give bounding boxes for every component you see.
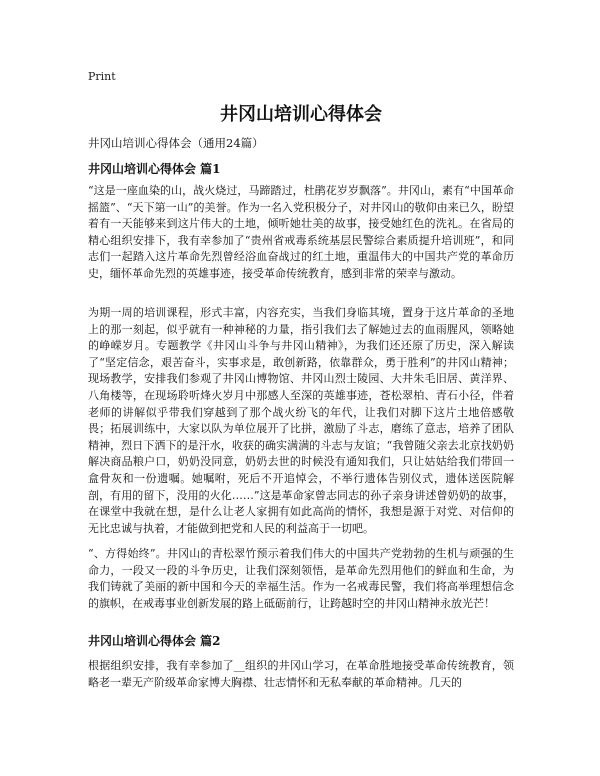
section-1-paragraph-1: “这是一座血染的山，战火烧过，马蹄踏过，杜鹃花岁岁飘落”。井冈山，素有“中国革命摇篮”、“天下第一山”的美誉。作为一名入党积极分子，对井冈山的敬仰由来已久，盼望着有一天能够来到这片伟大的土地，倾听她壮美的故事，接受她红色的洗礼。在省局的精心组织安排下，我有幸参加了“贵州省戒毒系统基层民警综合素质提升培训班”，和同志们一起踏入这片革命先烈曾经浴血奋战过的红土地，重温伟大的中国共产党的革命历史，缅怀革命先烈的英雄事迹，接受革命传统教育，感到非常的荣幸与激动。 [88,184,514,280]
section-2-paragraph-1: 根据组织安排，我有幸参加了__组织的井冈山学习，在革命胜地接受革命传统教育，领略老一辈无产阶级革命家博大胸襟、壮志情怀和无私奉献的革命精神。几天的 [88,659,514,689]
section-1-paragraph-2: 为期一周的培训课程，形式丰富，内容充实，当我们身临其境，置身于这片革命的圣地上的那一刻起，似乎就有一种神秘的力量，指引我们去了解她过去的血雨腥风，领略她的峥嵘岁月。专题教学《井冈山斗争与井冈山精神》，为我们还还原了历史，深入解读了“坚定信念，艰苦奋斗，实事求是，敢创新路，依靠群众，勇于胜利”的井冈山精神；现场教学，安排我们参观了井冈山博物馆、井冈山烈士陵园、大井朱毛旧居、黄洋界、八角楼等，在现场聆听烽火岁月中那感人至深的英雄事迹，苍松翠柏、青石小径，伴着老师的讲解似乎带我们穿越到了那个战火纷飞的年代，让我们对脚下这片土地倍感敬畏；拓展训练中，大家以队为单位展开了比拼，激励了斗志，磨练了意志，培养了团队精神，烈日下洒下的是汗水，收获的确实满满的斗志与友谊；“我曾随父亲去北京找奶奶解决商品粮户口，奶奶没同意，奶奶去世的时候没有通知我们，只让姑姑给我们带回一盒骨灰和一份遗嘱。她嘱咐，死后不开追悼会，不举行遗体告别仪式，遗体送医院解剖，有用的留下，没用的火化……”这是革命家曾志同志的孙子亲身讲述曾奶奶的故事，在课堂中我就在想，是什么让老人家拥有如此高尚的情怀，我想是源于对党、对信仰的无比忠诚与执着，才能做到把党和人民的利益高于一切吧。 [88,306,514,535]
document-subtitle: 井冈山培训心得体会（通用24篇） [88,136,264,150]
document-title: 井冈山培训心得体会 [220,104,382,125]
section-heading-2: 井冈山培训心得体会 篇2 [88,634,221,648]
section-1-paragraph-3: “、方得始终”。井冈山的青松翠竹预示着我们伟大的中国共产党勃勃的生机与顽强的生命力，一段又一段的斗争历史，让我们深刻领悟，是革命先烈用他们的鲜血和生命，为我们铸就了美丽的新中国和今天的幸福生活。作为一名戒毒民警，我们将高举理想信念的旗帜，在戒毒事业创新发展的路上砥砺前行，让跨越时空的井冈山精神永放光芒！ [88,547,514,610]
section-heading-1: 井冈山培训心得体会 篇1 [88,162,221,176]
print-link[interactable]: Print [88,70,116,83]
